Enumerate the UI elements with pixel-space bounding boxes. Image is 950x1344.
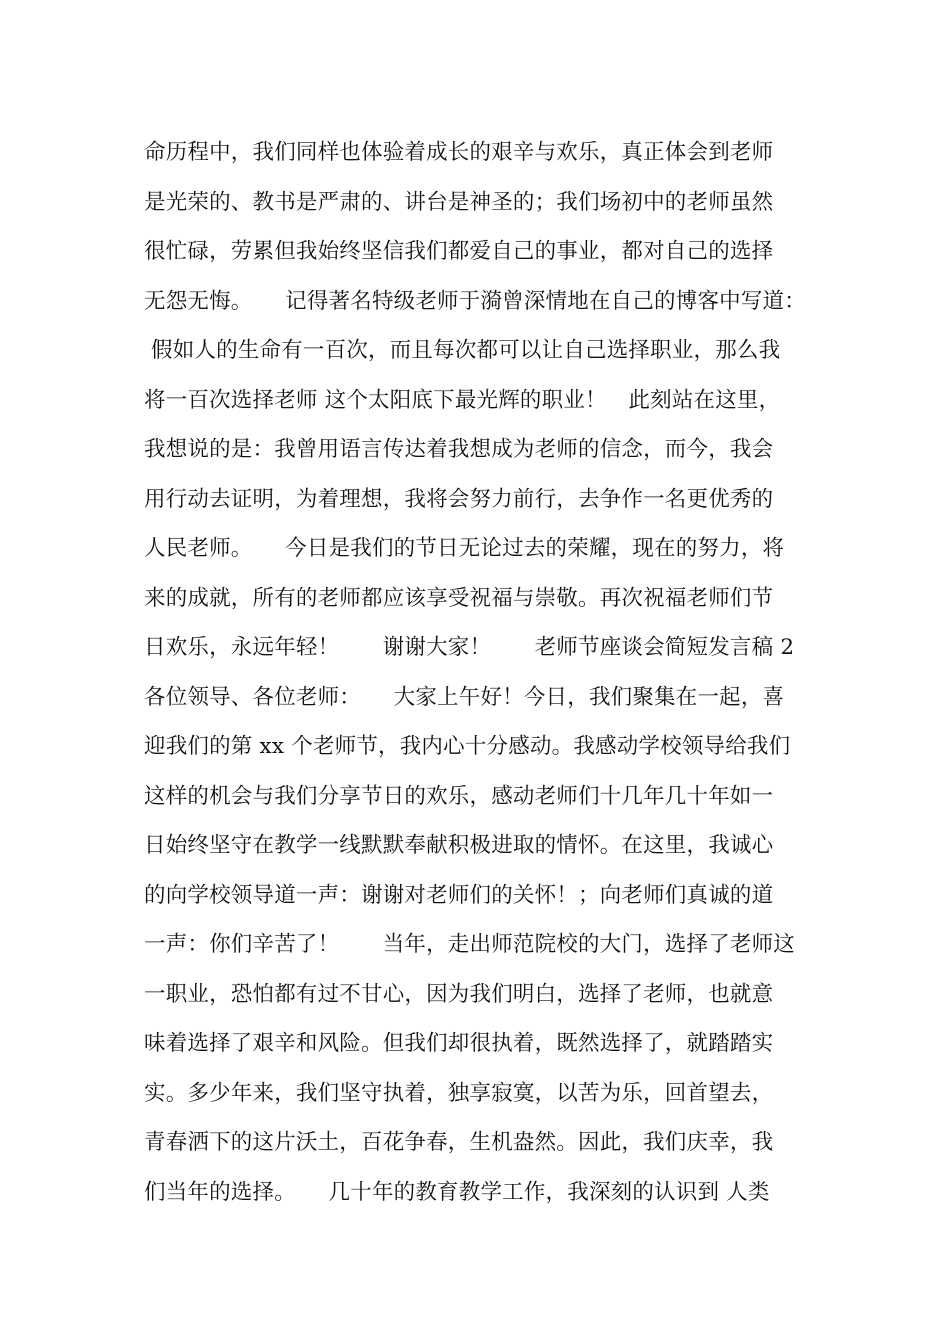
text-line: 我想说的是：我曾用语言传达着我想成为老师的信念，而今，我会 [144,437,774,462]
text-line: 各位领导、各位老师： 大家上午好！今日，我们聚集在一起，喜 [144,684,785,710]
text-line: 无怨无悔。 记得著名特级老师于漪曾深情地在自己的博客中写道： [144,288,806,314]
text-line: 是光荣的、教书是严肃的、讲台是神圣的；我们场初中的老师虽然 [144,189,774,215]
text-line: 很忙碌，劳累但我始终坚信我们都爱自己的事业，都对自己的选择 [144,239,774,264]
text-line: 将一百次选择老师 这个太阳底下最光辉的职业！ 此刻站在这里， [144,387,781,413]
text-line: 的向学校领导道一声：谢谢对老师们的关怀！；向老师们真诚的道 [144,882,774,908]
text-line: 实。多少年来，我们坚守执着，独享寂寞，以苦为乐，回首望去， [144,1080,774,1106]
text-line: 日欢乐，永远年轻！ 谢谢大家！ 老师节座谈会简短发言稿 2 [144,635,795,660]
text-line: 们当年的选择。 几十年的教育教学工作，我深刻的认识到 人类 [144,1179,770,1205]
text-line: 这样的机会与我们分享节日的欢乐，感动老师们十几年几十年如一 [144,783,774,809]
text-line: 来的成就，所有的老师都应该享受祝福与崇敬。再次祝福老师们节 [144,585,774,611]
body-text [144,128,824,1217]
text-line: 假如人的生命有一百次，而且每次都可以让自己选择职业，那么我 [144,338,781,363]
text-line: 用行动去证明，为着理想，我将会努力前行，去争作一名更优秀的 [144,486,774,512]
text-line: 青春洒下的这片沃土，百花争春，生机盎然。因此，我们庆幸，我 [144,1130,774,1155]
text-line: 一声：你们辛苦了！ 当年，走出师范院校的大门，选择了老师这 [144,932,796,957]
text-line: 味着选择了艰辛和风险。但我们却很执着，既然选择了，就踏踏实 [144,1031,774,1056]
text-line: 日始终坚守在教学一线默默奉献积极进取的情怀。在这里，我诚心 [144,833,774,858]
text-line: 迎我们的第 xx 个老师节，我内心十分感动。我感动学校领导给我们 [144,734,791,759]
text-line: 命历程中，我们同样也体验着成长的艰辛与欢乐，真正体会到老师 [144,140,774,165]
text-line: 一职业，恐怕都有过不甘心，因为我们明白，选择了老师，也就意 [144,981,774,1007]
text-line: 人民老师。 今日是我们的节日无论过去的荣耀，现在的努力，将 [144,536,785,561]
